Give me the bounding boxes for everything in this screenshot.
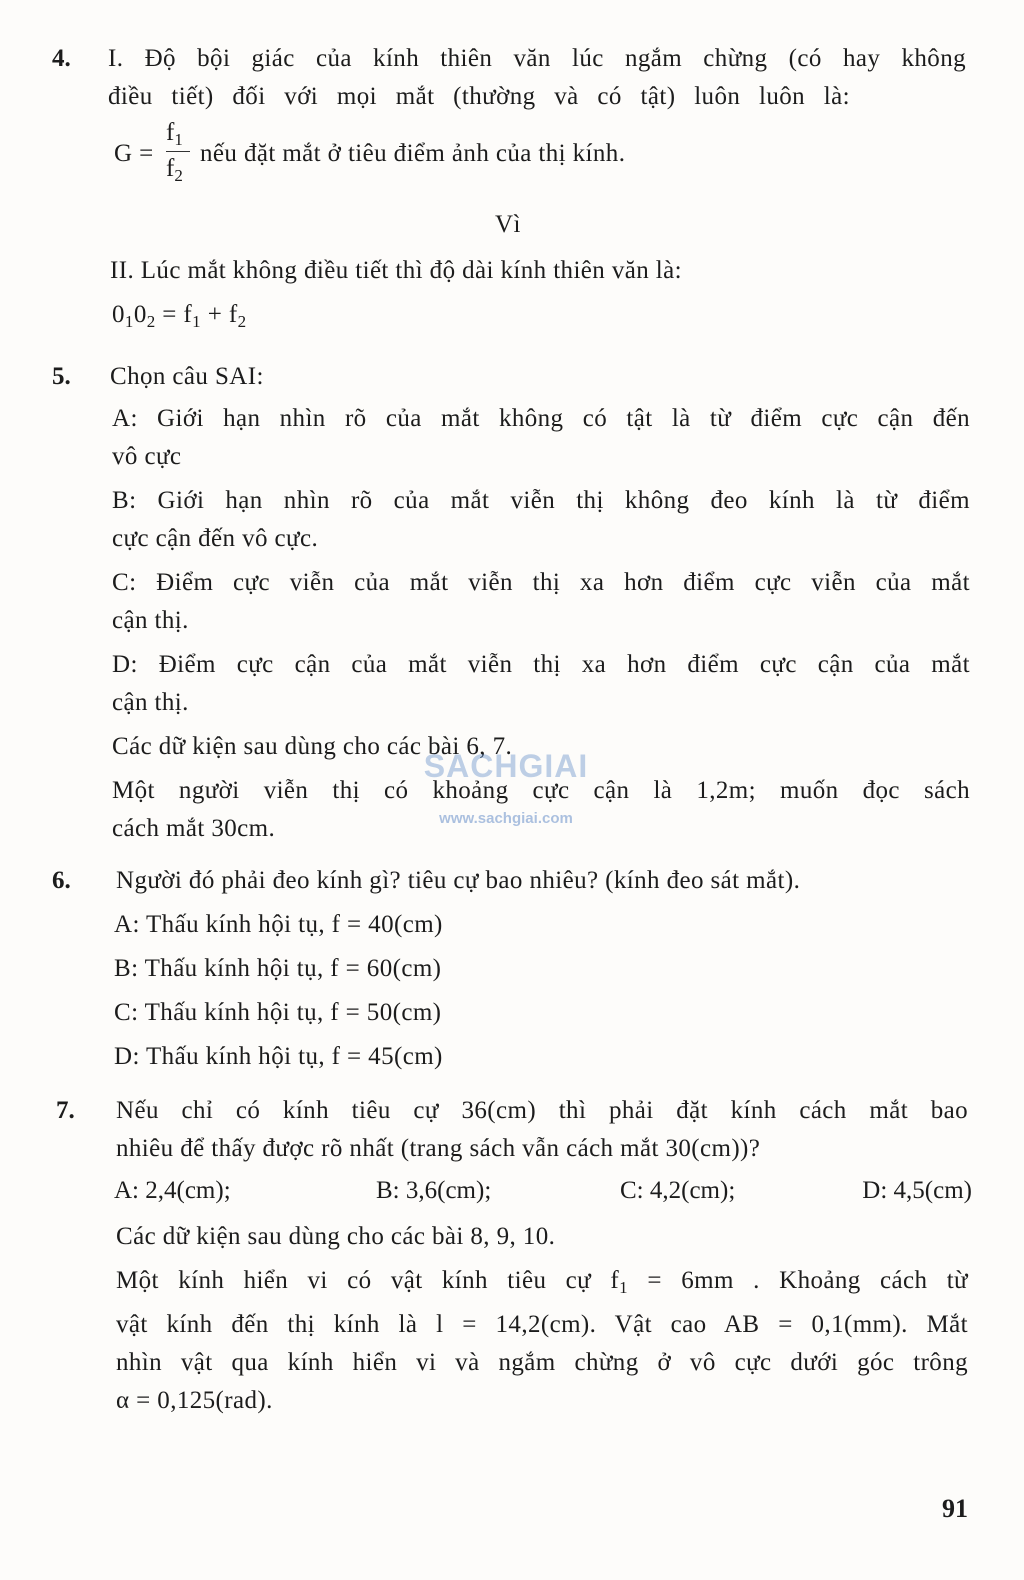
data-8-10-line-2: vật kính đến thị kính là l = 14,2(cm). Vật cao AB = 0,1(mm). Mắt [116,1311,968,1338]
question-5-option-d-line-2: cận thị. [112,689,189,716]
data-6-7-line-1: Một người viễn thị có khoảng cực cận là 1,2m; muốn đọc sách [112,777,970,804]
watermark-logo: SACHGIAI [423,748,589,784]
fraction-numerator: $f_1$ [166,119,183,149]
question-7-option-a: A: 2,4(cm); [114,1177,231,1204]
data-8-10-line-4: α = 0,125(rad). [116,1387,273,1414]
question-4-line-1: I. Độ bội giác của kính thiên văn lúc ngắm chừng (có hay không [108,45,966,72]
data-intro-6-7: Các dữ kiện sau dùng cho các bài 6, 7. [112,733,513,760]
question-6-option-d: D: Thấu kính hội tụ, f = 45(cm) [114,1043,443,1070]
question-5-option-c-line-1: C: Điểm cực viễn của mắt viễn thị xa hơn điểm cực viễn của mắt [112,569,970,596]
question-6-number: 6. [52,867,71,894]
data-8-10-line-1: Một kính hiển vi có vật kính tiêu cự $f_1 = 6mm$ . Khoảng cách từ [116,1267,968,1297]
question-7-line-1: Nếu chỉ có kính tiêu cự 36(cm) thì phải đặt kính cách mắt bao [116,1097,968,1124]
question-5-option-b-line-2: cực cận đến vô cực. [112,525,319,552]
question-5-option-b-line-1: B: Giới hạn nhìn rõ của mắt viễn thị không đeo kính là từ điểm [112,487,970,514]
question-7-options [114,1176,972,1206]
question-7-option-c: C: 4,2(cm); [620,1177,736,1204]
question-4-number: 4. [52,45,71,72]
fraction-bar [166,151,190,152]
question-5-prompt: Chọn câu SAI: [110,363,264,390]
question-7-option-b: B: 3,6(cm); [376,1177,492,1204]
vi-label: Vì [495,211,521,238]
formula-g-label: G = [114,140,154,167]
data-6-7-line-2: cách mắt 30cm. [112,815,276,842]
question-5-number: 5. [52,363,71,390]
data-intro-8-9-10: Các dữ kiện sau dùng cho các bài 8, 9, 10. [116,1223,556,1250]
question-6-option-c: C: Thấu kính hội tụ, f = 50(cm) [114,999,442,1026]
formula-condition: nếu đặt mắt ở tiêu điểm ảnh của thị kính. [200,140,626,167]
fraction-f1-over-f2 [166,120,196,190]
question-5-option-a-line-2: vô cực [112,443,182,470]
data-8-10-line-3: nhìn vật qua kính hiển vi và ngắm chừng ở vô cực dưới góc trông [116,1349,968,1376]
question-5-option-a-line-1: A: Giới hạn nhìn rõ của mắt không có tật là từ điểm cực cận đến [112,405,970,432]
question-6-option-a: A: Thấu kính hội tụ, f = 40(cm) [114,911,443,938]
question-7-number: 7. [56,1097,75,1124]
question-5-option-d-line-1: D: Điểm cực cận của mắt viễn thị xa hơn điểm cực cận của mắt [112,651,970,678]
question-6-option-b: B: Thấu kính hội tụ, f = 60(cm) [114,955,442,982]
question-7-option-d: D: 4,5(cm) [862,1177,972,1204]
watermark-url: www.sachgiai.com [439,810,573,827]
length-equation: $0_10_2 = f_1 + f_2$ [112,301,247,331]
question-7-line-2: nhiêu để thấy được rõ nhất (trang sách vẫn cách mắt 30(cm))? [116,1135,761,1162]
question-6-prompt: Người đó phải đeo kính gì? tiêu cự bao nhiêu? (kính đeo sát mắt). [116,867,801,894]
fraction-denominator: $f_2$ [166,155,183,185]
question-5-option-c-line-2: cận thị. [112,607,189,634]
question-4-part-ii: II. Lúc mắt không điều tiết thì độ dài kính thiên văn là: [110,257,682,284]
page-number: 91 [942,1494,968,1523]
question-4-line-2: điều tiết) đối với mọi mắt (thường và có tật) luôn luôn là: [108,83,850,110]
